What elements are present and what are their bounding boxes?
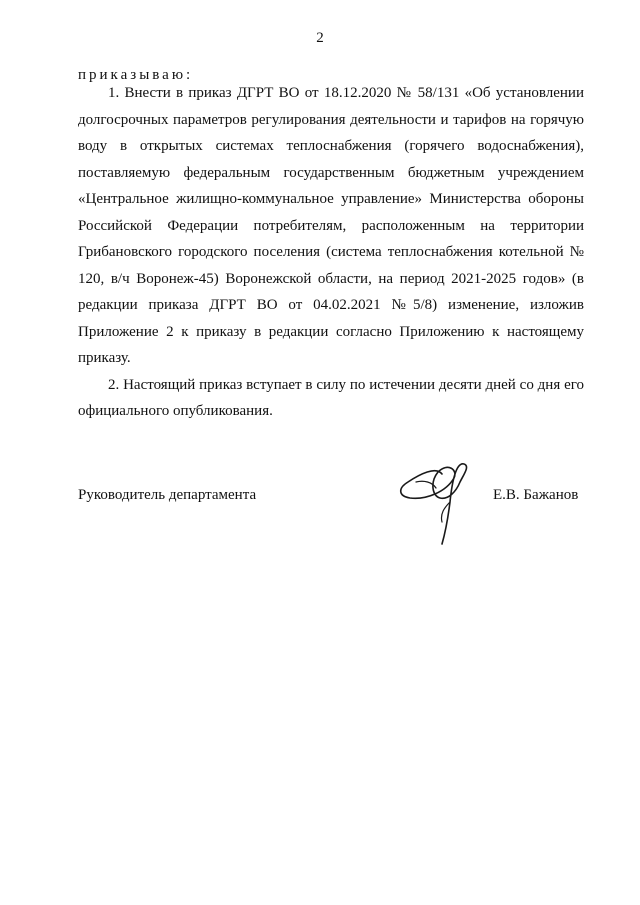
signatory-name: Е.В. Бажанов — [493, 487, 579, 503]
page-number: 2 — [316, 30, 324, 46]
paragraph-2: 2. Настоящий приказ вступает в силу по истечении десяти дней со дня его официального опубликования. — [78, 376, 584, 419]
signatory-title: Руководитель департамента — [78, 487, 257, 503]
preamble: приказываю: — [78, 67, 194, 83]
handwritten-signature — [390, 452, 490, 552]
document-body — [78, 80, 584, 425]
paragraph-1: 1. Внести в приказ ДГРТ ВО от 18.12.2020 № 58/131 «Об установлении долгосрочных параметров регулирования деятельности и тарифов на горячую воду в открытых системах теплоснабжения (горячего водоснабжения), поставляемую федеральным государственным бюджетным учреждением «Центральное жилищно-коммунальное управление» Министерства обороны Российской Федерации потребителям, расположенным на территории Грибановского городского поселения (система теплоснабжения котельной № 120, в/ч Воронеж-45) Воронежской области, на период 2021-2025 годов» (в редакции приказа ДГРТ ВО от 04.02.2021 №5/8) изменение, изложив Приложение 2 к приказу в редакции согласно Приложению к настоящему приказу. — [78, 85, 584, 366]
